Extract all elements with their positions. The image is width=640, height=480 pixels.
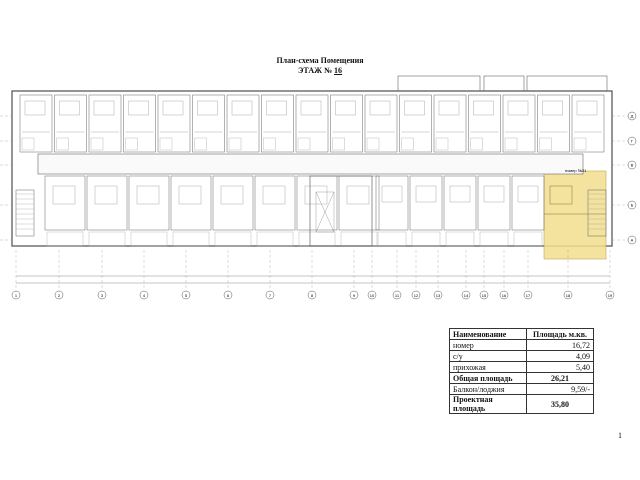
table-row	[450, 373, 594, 384]
table-row	[450, 384, 594, 395]
south-room-furniture	[450, 186, 470, 202]
south-room	[339, 176, 379, 230]
row-value: 5,40	[527, 362, 594, 373]
north-room-furniture	[474, 101, 494, 115]
floor-number: 16	[334, 66, 343, 75]
north-room	[469, 95, 501, 152]
north-room	[296, 95, 328, 152]
south-balcony	[514, 232, 542, 246]
axis-letter: А	[630, 237, 634, 243]
north-room	[538, 95, 570, 152]
south-room-furniture	[484, 186, 504, 202]
south-room	[444, 176, 476, 230]
south-balcony	[480, 232, 508, 246]
south-balcony	[299, 232, 335, 246]
axis-letter: Б	[630, 202, 634, 208]
north-bathroom	[229, 138, 241, 150]
axis-number: 1	[14, 293, 18, 298]
south-balcony	[131, 232, 167, 246]
south-room	[410, 176, 442, 230]
north-room-furniture	[25, 101, 45, 115]
north-bathroom	[471, 138, 483, 150]
south-room-furniture	[382, 186, 402, 202]
north-bathroom	[195, 138, 207, 150]
north-room-furniture	[232, 101, 252, 115]
south-room-furniture	[53, 186, 75, 204]
south-room-furniture	[416, 186, 436, 202]
row-value: 35,80	[527, 395, 594, 414]
south-room-furniture	[221, 186, 243, 204]
axis-number: 14	[463, 293, 469, 298]
south-balcony	[257, 232, 293, 246]
north-room	[434, 95, 466, 152]
north-bathroom	[22, 138, 34, 150]
north-bathroom	[505, 138, 517, 150]
axis-number: 3	[100, 293, 104, 298]
south-room	[129, 176, 169, 230]
north-room-furniture	[198, 101, 218, 115]
north-room-furniture	[336, 101, 356, 115]
page-number: 1	[618, 431, 622, 440]
south-room	[171, 176, 211, 230]
row-value: 16,72	[527, 340, 594, 351]
north-bathroom	[91, 138, 103, 150]
row-name: с/у	[450, 351, 527, 362]
axis-number: 12	[413, 293, 419, 298]
axis-number: 13	[435, 293, 441, 298]
row-value: 9,59/-	[527, 384, 594, 395]
south-room-furniture	[179, 186, 201, 204]
north-room-furniture	[405, 101, 425, 115]
row-value: 26,21	[527, 373, 594, 384]
axis-number: 8	[310, 293, 314, 298]
row-name: Балкон/лоджия	[450, 384, 527, 395]
area-table	[449, 328, 594, 414]
table-header-name: Наименование	[450, 329, 527, 340]
north-room-furniture	[267, 101, 287, 115]
north-room-furniture	[543, 101, 563, 115]
south-room	[87, 176, 127, 230]
north-bathroom	[574, 138, 586, 150]
north-bathroom	[264, 138, 276, 150]
north-room	[262, 95, 294, 152]
north-room-furniture	[94, 101, 114, 115]
axis-letter: Г	[630, 138, 634, 144]
corridor	[38, 154, 583, 174]
north-room-furniture	[577, 101, 597, 115]
south-room-furniture	[95, 186, 117, 204]
floor-prefix: ЭТАЖ №	[297, 66, 333, 75]
south-balcony	[215, 232, 251, 246]
axis-number: 9	[352, 293, 356, 298]
south-balcony	[47, 232, 83, 246]
north-room-furniture	[439, 101, 459, 115]
north-bathroom	[540, 138, 552, 150]
north-room-furniture	[301, 101, 321, 115]
axis-number: 6	[226, 293, 230, 298]
upper-annex	[527, 76, 607, 91]
row-name: Проектная площадь	[450, 395, 527, 414]
table-row	[450, 362, 594, 373]
north-room	[55, 95, 87, 152]
axis-number: 18	[565, 293, 571, 298]
south-room	[512, 176, 544, 230]
north-room	[572, 95, 604, 152]
south-balcony	[89, 232, 125, 246]
north-bathroom	[333, 138, 345, 150]
north-room-furniture	[60, 101, 80, 115]
north-bathroom	[367, 138, 379, 150]
south-room	[255, 176, 295, 230]
south-balcony	[341, 232, 377, 246]
row-name: прихожая	[450, 362, 527, 373]
upper-annex	[484, 76, 524, 91]
unit-label: номер №21	[565, 168, 587, 173]
south-room-furniture	[347, 186, 369, 204]
south-balcony	[446, 232, 474, 246]
row-name: номер	[450, 340, 527, 351]
row-value: 4,09	[527, 351, 594, 362]
north-room-furniture	[370, 101, 390, 115]
south-room	[478, 176, 510, 230]
north-room	[503, 95, 535, 152]
table-header-area: Площадь м.кв.	[527, 329, 594, 340]
south-room	[213, 176, 253, 230]
grid-axes	[0, 112, 636, 299]
south-room-furniture	[518, 186, 538, 202]
axis-number: 10	[369, 293, 375, 298]
north-room	[20, 95, 52, 152]
row-name: Общая площадь	[450, 373, 527, 384]
north-bathroom	[298, 138, 310, 150]
north-bathroom	[126, 138, 138, 150]
highlighted-unit	[544, 171, 606, 259]
north-room	[400, 95, 432, 152]
table-row	[450, 340, 594, 351]
north-room-furniture	[129, 101, 149, 115]
south-room-furniture	[137, 186, 159, 204]
north-room	[331, 95, 363, 152]
axis-number: 19	[607, 293, 613, 298]
axis-number: 17	[525, 293, 531, 298]
north-room-furniture	[508, 101, 528, 115]
north-bathroom	[160, 138, 172, 150]
north-bathroom	[402, 138, 414, 150]
south-balcony	[378, 232, 406, 246]
north-room	[365, 95, 397, 152]
axis-number: 4	[142, 293, 146, 298]
axis-number: 5	[184, 293, 188, 298]
axis-number: 16	[501, 293, 507, 298]
south-room	[45, 176, 85, 230]
plan-structure	[12, 76, 612, 259]
axis-number: 11	[394, 293, 400, 298]
north-bathroom	[436, 138, 448, 150]
axis-number: 7	[268, 293, 272, 298]
south-balcony	[412, 232, 440, 246]
table-row	[450, 351, 594, 362]
plan-title: План-схема Помещения	[276, 56, 364, 65]
south-room-furniture	[263, 186, 285, 204]
north-room-furniture	[163, 101, 183, 115]
upper-annex	[398, 76, 480, 91]
south-room	[297, 176, 337, 230]
axis-letter: Д	[630, 113, 634, 119]
axis-number: 15	[481, 293, 487, 298]
north-bathroom	[57, 138, 69, 150]
table-row	[450, 395, 594, 414]
south-balcony	[173, 232, 209, 246]
axis-letter: В	[630, 162, 634, 168]
axis-number: 2	[57, 293, 61, 298]
south-room	[376, 176, 408, 230]
